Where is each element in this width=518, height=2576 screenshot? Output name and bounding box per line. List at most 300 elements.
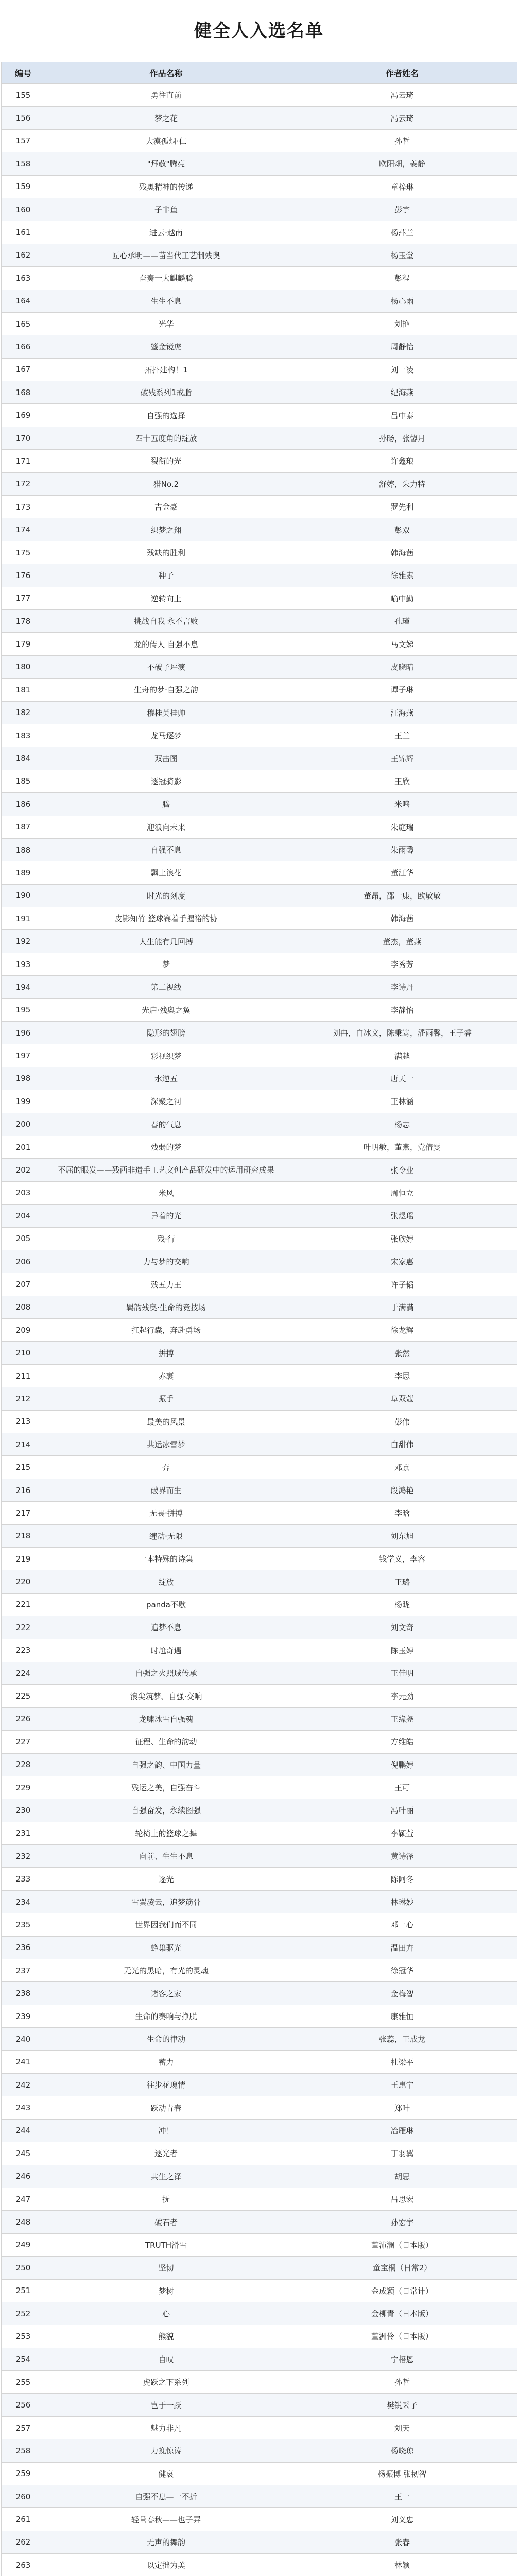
table-row (2, 541, 517, 564)
cell-number: 179 (2, 633, 45, 655)
cell-number: 237 (2, 1959, 45, 1982)
cell-number: 187 (2, 816, 45, 838)
cell-number: 182 (2, 701, 45, 724)
table-row (2, 953, 517, 975)
cell-work-title: 吉金豪 (45, 496, 287, 518)
table-row (2, 564, 517, 587)
cell-author-name: 刘天 (287, 2416, 517, 2439)
cell-work-title: 羁韵残奥·生命的竞技场 (45, 1296, 287, 1318)
cell-work-title: 一本特殊的诗集 (45, 1548, 287, 1570)
table-row (2, 1639, 517, 1662)
cell-author-name: 刘东旭 (287, 1524, 517, 1547)
cell-author-name: 张令业 (287, 1159, 517, 1181)
cell-author-name: 林颖 (287, 2554, 517, 2576)
cell-number: 227 (2, 1731, 45, 1753)
cell-author-name: 冯云琦 (287, 107, 517, 129)
cell-work-title: TRUTH滑雪 (45, 2233, 287, 2256)
cell-work-title: 岂于一跃 (45, 2394, 287, 2416)
cell-number: 206 (2, 1250, 45, 1273)
table-row (2, 2165, 517, 2188)
cell-work-title: 迎浪向未来 (45, 816, 287, 838)
cell-work-title: 向前、生生不息 (45, 1845, 287, 1868)
cell-author-name: 王林涵 (287, 1090, 517, 1113)
table-row (2, 609, 517, 632)
cell-number: 241 (2, 2050, 45, 2073)
cell-number: 214 (2, 1433, 45, 1456)
cell-number: 171 (2, 450, 45, 472)
cell-author-name: 李秀芳 (287, 953, 517, 975)
cell-number: 213 (2, 1410, 45, 1433)
table-row (2, 404, 517, 427)
cell-author-name: 冯云琦 (287, 84, 517, 107)
cell-author-name: 吕思宏 (287, 2188, 517, 2210)
cell-number: 255 (2, 2371, 45, 2394)
cell-work-title: 赤裹 (45, 1364, 287, 1387)
cell-work-title: 深聚之河 (45, 1090, 287, 1113)
cell-work-title: 第二视线 (45, 976, 287, 998)
cell-author-name: 欧阳畑，姜静 (287, 152, 517, 175)
table-row (2, 267, 517, 290)
table-row (2, 175, 517, 198)
cell-work-title: 自强的选择 (45, 404, 287, 427)
cell-author-name: 舒婷，朱力特 (287, 472, 517, 495)
cell-number: 176 (2, 564, 45, 587)
cell-author-name: 朱庭瑞 (287, 816, 517, 838)
cell-number: 188 (2, 838, 45, 861)
cell-work-title: 穆桂英挂帅 (45, 701, 287, 724)
cell-work-title: 共生之泽 (45, 2165, 287, 2188)
cell-author-name: 金成颖（日常计） (287, 2279, 517, 2302)
cell-number: 233 (2, 1868, 45, 1890)
cell-author-name: 董江华 (287, 861, 517, 884)
cell-work-title: "拜敬"腾亮 (45, 152, 287, 175)
table-row (2, 2279, 517, 2302)
table-row (2, 747, 517, 770)
cell-work-title: 破界而生 (45, 1479, 287, 1501)
table-row (2, 1433, 517, 1456)
cell-work-title: 最美的风景 (45, 1410, 287, 1433)
table-row (2, 2233, 517, 2256)
cell-number: 162 (2, 244, 45, 266)
cell-author-name: 康雅恒 (287, 2005, 517, 2027)
table-row (2, 198, 517, 221)
cell-work-title: 残·行 (45, 1227, 287, 1250)
cell-work-title: 诸客之家 (45, 1982, 287, 2005)
cell-author-name: 李元劲 (287, 1685, 517, 1707)
cell-author-name: 米鸣 (287, 793, 517, 816)
cell-work-title: 魅力非凡 (45, 2416, 287, 2439)
cell-number: 229 (2, 1776, 45, 1799)
cell-work-title: 缠动·无限 (45, 1524, 287, 1547)
cell-work-title: 雪翼凌云，追梦筋骨 (45, 1890, 287, 1913)
table-row (2, 2394, 517, 2416)
cell-work-title: 生生不息 (45, 290, 287, 312)
cell-number: 185 (2, 770, 45, 792)
cell-author-name: 邓京 (287, 1456, 517, 1479)
cell-work-title: 梦 (45, 953, 287, 975)
cell-author-name: 冶雁琳 (287, 2119, 517, 2142)
cell-work-title: 世界因我们而不同 (45, 1913, 287, 1936)
cell-author-name: 陈阿冬 (287, 1868, 517, 1890)
cell-number: 226 (2, 1707, 45, 1730)
cell-author-name: 冯叶丽 (287, 1799, 517, 1822)
table-row (2, 152, 517, 175)
cell-author-name: 徐龙辉 (287, 1319, 517, 1342)
cell-author-name: 白甜伟 (287, 1433, 517, 1456)
cell-author-name: 罗先利 (287, 496, 517, 518)
table-row (2, 861, 517, 884)
cell-work-title: 大漠孤烟·仁 (45, 129, 287, 152)
cell-work-title: 挑战自我 永不言败 (45, 609, 287, 632)
table-row (2, 129, 517, 152)
cell-author-name: 林琳妙 (287, 1890, 517, 1913)
table-row (2, 1090, 517, 1113)
cell-work-title: 残缺的胜利 (45, 541, 287, 564)
table-row (2, 1753, 517, 1776)
cell-author-name: 李静怡 (287, 998, 517, 1021)
cell-author-name: 邓一心 (287, 1913, 517, 1936)
table-row (2, 518, 517, 541)
cell-author-name: 金梅智 (287, 1982, 517, 2005)
cell-work-title: 轻量春秋——也子弄 (45, 2508, 287, 2531)
cell-work-title: 彩视织梦 (45, 1044, 287, 1067)
table-row (2, 998, 517, 1021)
table-row (2, 1387, 517, 1410)
cell-number: 211 (2, 1364, 45, 1387)
table-row (2, 2005, 517, 2027)
cell-number: 218 (2, 1524, 45, 1547)
cell-number: 253 (2, 2325, 45, 2348)
table-body (2, 84, 517, 2576)
cell-number: 243 (2, 2096, 45, 2119)
cell-work-title: 轮椅上的篮球之舞 (45, 1822, 287, 1844)
table-row (2, 838, 517, 861)
cell-work-title: 无光的黑暗，有光的灵魂 (45, 1959, 287, 1982)
cell-number: 238 (2, 1982, 45, 2005)
cell-number: 155 (2, 84, 45, 107)
cell-author-name: 杨眬 (287, 1593, 517, 1616)
cell-number: 160 (2, 198, 45, 221)
cell-author-name: 王缘尧 (287, 1707, 517, 1730)
cell-author-name: 温田卉 (287, 1936, 517, 1959)
cell-number: 232 (2, 1845, 45, 1868)
cell-author-name: 张春 (287, 2531, 517, 2553)
cell-number: 159 (2, 175, 45, 198)
cell-number: 186 (2, 793, 45, 816)
cell-number: 262 (2, 2531, 45, 2553)
table-row (2, 2050, 517, 2073)
cell-author-name: 孙旸，张馨月 (287, 427, 517, 449)
cell-number: 244 (2, 2119, 45, 2142)
cell-work-title: 残弱的梦 (45, 1136, 287, 1158)
cell-author-name: 于满满 (287, 1296, 517, 1318)
cell-author-name: 满越 (287, 1044, 517, 1067)
cell-number: 164 (2, 290, 45, 312)
cell-work-title: 自强之火照域传承 (45, 1662, 287, 1684)
cell-work-title: 残五力王 (45, 1273, 287, 1296)
cell-author-name: 孔瑾 (287, 609, 517, 632)
cell-author-name: 彭伟 (287, 1410, 517, 1433)
table-row (2, 1022, 517, 1044)
cell-number: 260 (2, 2485, 45, 2508)
cell-author-name: 王兰 (287, 724, 517, 747)
table-row (2, 2325, 517, 2348)
cell-author-name: 徐雅素 (287, 564, 517, 587)
cell-number: 181 (2, 679, 45, 701)
table-row (2, 1776, 517, 1799)
cell-number: 222 (2, 1616, 45, 1639)
table-row (2, 2485, 517, 2508)
cell-work-title: 健哀 (45, 2462, 287, 2485)
cell-work-title: 无畏·拼搏 (45, 1502, 287, 1524)
cell-author-name: 刘文奇 (287, 1616, 517, 1639)
table-row (2, 2211, 517, 2233)
cell-author-name: 童宝桐（日常2） (287, 2257, 517, 2279)
cell-author-name: 王惠宁 (287, 2073, 517, 2096)
cell-work-title: 不屈的眼发——残西非遗手工艺文创产品研发中的运用研究成果 (45, 1159, 287, 1181)
table-row (2, 679, 517, 701)
table-row (2, 1113, 517, 1136)
cell-author-name: 马文娣 (287, 633, 517, 655)
cell-author-name: 韩海茜 (287, 541, 517, 564)
table-row (2, 1250, 517, 1273)
cell-work-title: 蜂巢驱光 (45, 1936, 287, 1959)
table-row (2, 1342, 517, 1364)
cell-author-name: 王一 (287, 2485, 517, 2508)
table-row (2, 1822, 517, 1844)
table-row (2, 84, 517, 107)
cell-author-name: 汪海燕 (287, 701, 517, 724)
cell-number: 257 (2, 2416, 45, 2439)
table-row (2, 358, 517, 381)
cell-work-title: 织梦之翔 (45, 518, 287, 541)
cell-number: 177 (2, 587, 45, 609)
cell-work-title: 虎跃之下系列 (45, 2371, 287, 2394)
cell-author-name: 张然 (287, 1342, 517, 1364)
cell-number: 196 (2, 1022, 45, 1044)
table-row (2, 2348, 517, 2370)
table-row (2, 2462, 517, 2485)
cell-work-title: 蓄力 (45, 2050, 287, 2073)
cell-work-title: 熊貌 (45, 2325, 287, 2348)
table-row (2, 1662, 517, 1684)
table-row (2, 1570, 517, 1593)
table-row (2, 2096, 517, 2119)
cell-author-name: 孙哲 (287, 2371, 517, 2394)
cell-number: 249 (2, 2233, 45, 2256)
page-title: 健全人入选名单 (194, 21, 324, 41)
cell-work-title: 裂衔的光 (45, 450, 287, 472)
cell-work-title: 春的气息 (45, 1113, 287, 1136)
table-row (2, 2416, 517, 2439)
table-header (2, 62, 517, 84)
cell-work-title: 米风 (45, 1181, 287, 1204)
table-row (2, 2531, 517, 2553)
cell-author-name: 董洲伶（日本版） (287, 2325, 517, 2348)
cell-number: 184 (2, 747, 45, 770)
cell-work-title: 无声的舞韵 (45, 2531, 287, 2553)
table-row (2, 2371, 517, 2394)
cell-work-title: 残运之美，自强奋斗 (45, 1776, 287, 1799)
cell-work-title: 隐形的翅膀 (45, 1022, 287, 1044)
cell-author-name: 皮晓晴 (287, 655, 517, 678)
cell-work-title: 猎No.2 (45, 472, 287, 495)
table-row (2, 1799, 517, 1822)
cell-work-title: 皮影知竹 篮球赛着手握裕的协 (45, 907, 287, 930)
cell-number: 212 (2, 1387, 45, 1410)
cell-number: 247 (2, 2188, 45, 2210)
cell-work-title: 自叹 (45, 2348, 287, 2370)
cell-number: 156 (2, 107, 45, 129)
cell-number: 200 (2, 1113, 45, 1136)
table-row (2, 107, 517, 129)
header-author-name: 作者姓名 (287, 62, 517, 84)
cell-work-title: 以定拙为美 (45, 2554, 287, 2576)
cell-author-name: 唐天一 (287, 1067, 517, 1090)
table-row (2, 1890, 517, 1913)
cell-work-title: 破石者 (45, 2211, 287, 2233)
cell-number: 246 (2, 2165, 45, 2188)
cell-number: 192 (2, 930, 45, 953)
cell-work-title: 异着的光 (45, 1205, 287, 1227)
table-row (2, 2119, 517, 2142)
cell-number: 166 (2, 335, 45, 358)
cell-number: 175 (2, 541, 45, 564)
cell-author-name: 杨心雨 (287, 290, 517, 312)
table-row (2, 976, 517, 998)
table-row (2, 907, 517, 930)
cell-number: 203 (2, 1181, 45, 1204)
cell-work-title: 人生能有几回搏 (45, 930, 287, 953)
cell-author-name: 金柳青（日本版） (287, 2302, 517, 2325)
cell-number: 199 (2, 1090, 45, 1113)
cell-author-name: 朱雨馨 (287, 838, 517, 861)
table-row (2, 1616, 517, 1639)
cell-number: 261 (2, 2508, 45, 2531)
table-row (2, 2302, 517, 2325)
cell-number: 242 (2, 2073, 45, 2096)
cell-number: 190 (2, 884, 45, 907)
cell-number: 216 (2, 1479, 45, 1501)
cell-work-title: 生命的律动 (45, 2028, 287, 2050)
cell-work-title: 追梦不息 (45, 1616, 287, 1639)
table-row (2, 312, 517, 335)
header-number: 编号 (2, 62, 45, 84)
header-work-title: 作品名称 (45, 62, 287, 84)
cell-author-name: 章梓琳 (287, 175, 517, 198)
cell-author-name: 彭程 (287, 267, 517, 290)
cell-work-title: 抚 (45, 2188, 287, 2210)
cell-work-title: panda不歇 (45, 1593, 287, 1616)
cell-work-title: 飘上浪花 (45, 861, 287, 884)
cell-work-title: 力与梦的交响 (45, 1250, 287, 1273)
selection-table (1, 62, 517, 2576)
cell-work-title: 双击图 (45, 747, 287, 770)
cell-number: 224 (2, 1662, 45, 1684)
table-row (2, 655, 517, 678)
cell-number: 250 (2, 2257, 45, 2279)
cell-author-name: 钱学义，李容 (287, 1548, 517, 1570)
cell-number: 208 (2, 1296, 45, 1318)
table-row (2, 1159, 517, 1181)
cell-author-name: 王欣 (287, 770, 517, 792)
cell-author-name: 张欣婷 (287, 1227, 517, 1250)
cell-work-title: 破残系列1戒脂 (45, 381, 287, 404)
cell-number: 228 (2, 1753, 45, 1776)
cell-work-title: 时尬奇遇 (45, 1639, 287, 1662)
table-row (2, 1296, 517, 1318)
cell-number: 231 (2, 1822, 45, 1844)
cell-work-title: 征程、生命的韵动 (45, 1731, 287, 1753)
table-row (2, 793, 517, 816)
cell-work-title: 水逆五 (45, 1067, 287, 1090)
cell-number: 263 (2, 2554, 45, 2576)
cell-number: 204 (2, 1205, 45, 1227)
cell-number: 183 (2, 724, 45, 747)
table-row (2, 2188, 517, 2210)
cell-author-name: 张煜瑶 (287, 1205, 517, 1227)
table-row (2, 427, 517, 449)
cell-author-name: 杨玉堂 (287, 244, 517, 266)
cell-author-name: 许鑫琅 (287, 450, 517, 472)
table-row (2, 1456, 517, 1479)
cell-author-name: 喻中勤 (287, 587, 517, 609)
table-row (2, 724, 517, 747)
cell-number: 174 (2, 518, 45, 541)
cell-work-title: 光华 (45, 312, 287, 335)
cell-work-title: 冲！ (45, 2119, 287, 2142)
cell-number: 234 (2, 1890, 45, 1913)
cell-number: 248 (2, 2211, 45, 2233)
cell-number: 256 (2, 2394, 45, 2416)
cell-author-name: 樊锐采子 (287, 2394, 517, 2416)
cell-work-title: 不破子坪演 (45, 655, 287, 678)
cell-work-title: 共运冰雪梦 (45, 1433, 287, 1456)
table-row (2, 381, 517, 404)
cell-work-title: 逐光者 (45, 2142, 287, 2165)
table-row (2, 2439, 517, 2462)
cell-work-title: 自强之韵、中国力量 (45, 1753, 287, 1776)
header-row (2, 62, 517, 84)
table-row (2, 2508, 517, 2531)
table-row (2, 1364, 517, 1387)
cell-number: 220 (2, 1570, 45, 1593)
table-row (2, 633, 517, 655)
table-row (2, 816, 517, 838)
table-row (2, 1548, 517, 1570)
cell-work-title: 勇往直前 (45, 84, 287, 107)
cell-author-name: 李晗 (287, 1502, 517, 1524)
cell-author-name: 王可 (287, 1776, 517, 1799)
cell-work-title: 振手 (45, 1387, 287, 1410)
table-row (2, 587, 517, 609)
cell-author-name: 刘艳 (287, 312, 517, 335)
table-row (2, 1319, 517, 1342)
cell-author-name: 周静怡 (287, 335, 517, 358)
cell-number: 165 (2, 312, 45, 335)
cell-number: 245 (2, 2142, 45, 2165)
cell-work-title: 进云·越南 (45, 221, 287, 244)
cell-number: 254 (2, 2348, 45, 2370)
table-row (2, 1731, 517, 1753)
cell-work-title: 种子 (45, 564, 287, 587)
cell-work-title: 自强奋发，永续图强 (45, 1799, 287, 1822)
cell-author-name: 阜双蔻 (287, 1387, 517, 1410)
cell-author-name: 董昂，邵一康，欧敏敏 (287, 884, 517, 907)
table-row (2, 2257, 517, 2279)
table-row (2, 221, 517, 244)
cell-work-title: 自强不息—一不折 (45, 2485, 287, 2508)
